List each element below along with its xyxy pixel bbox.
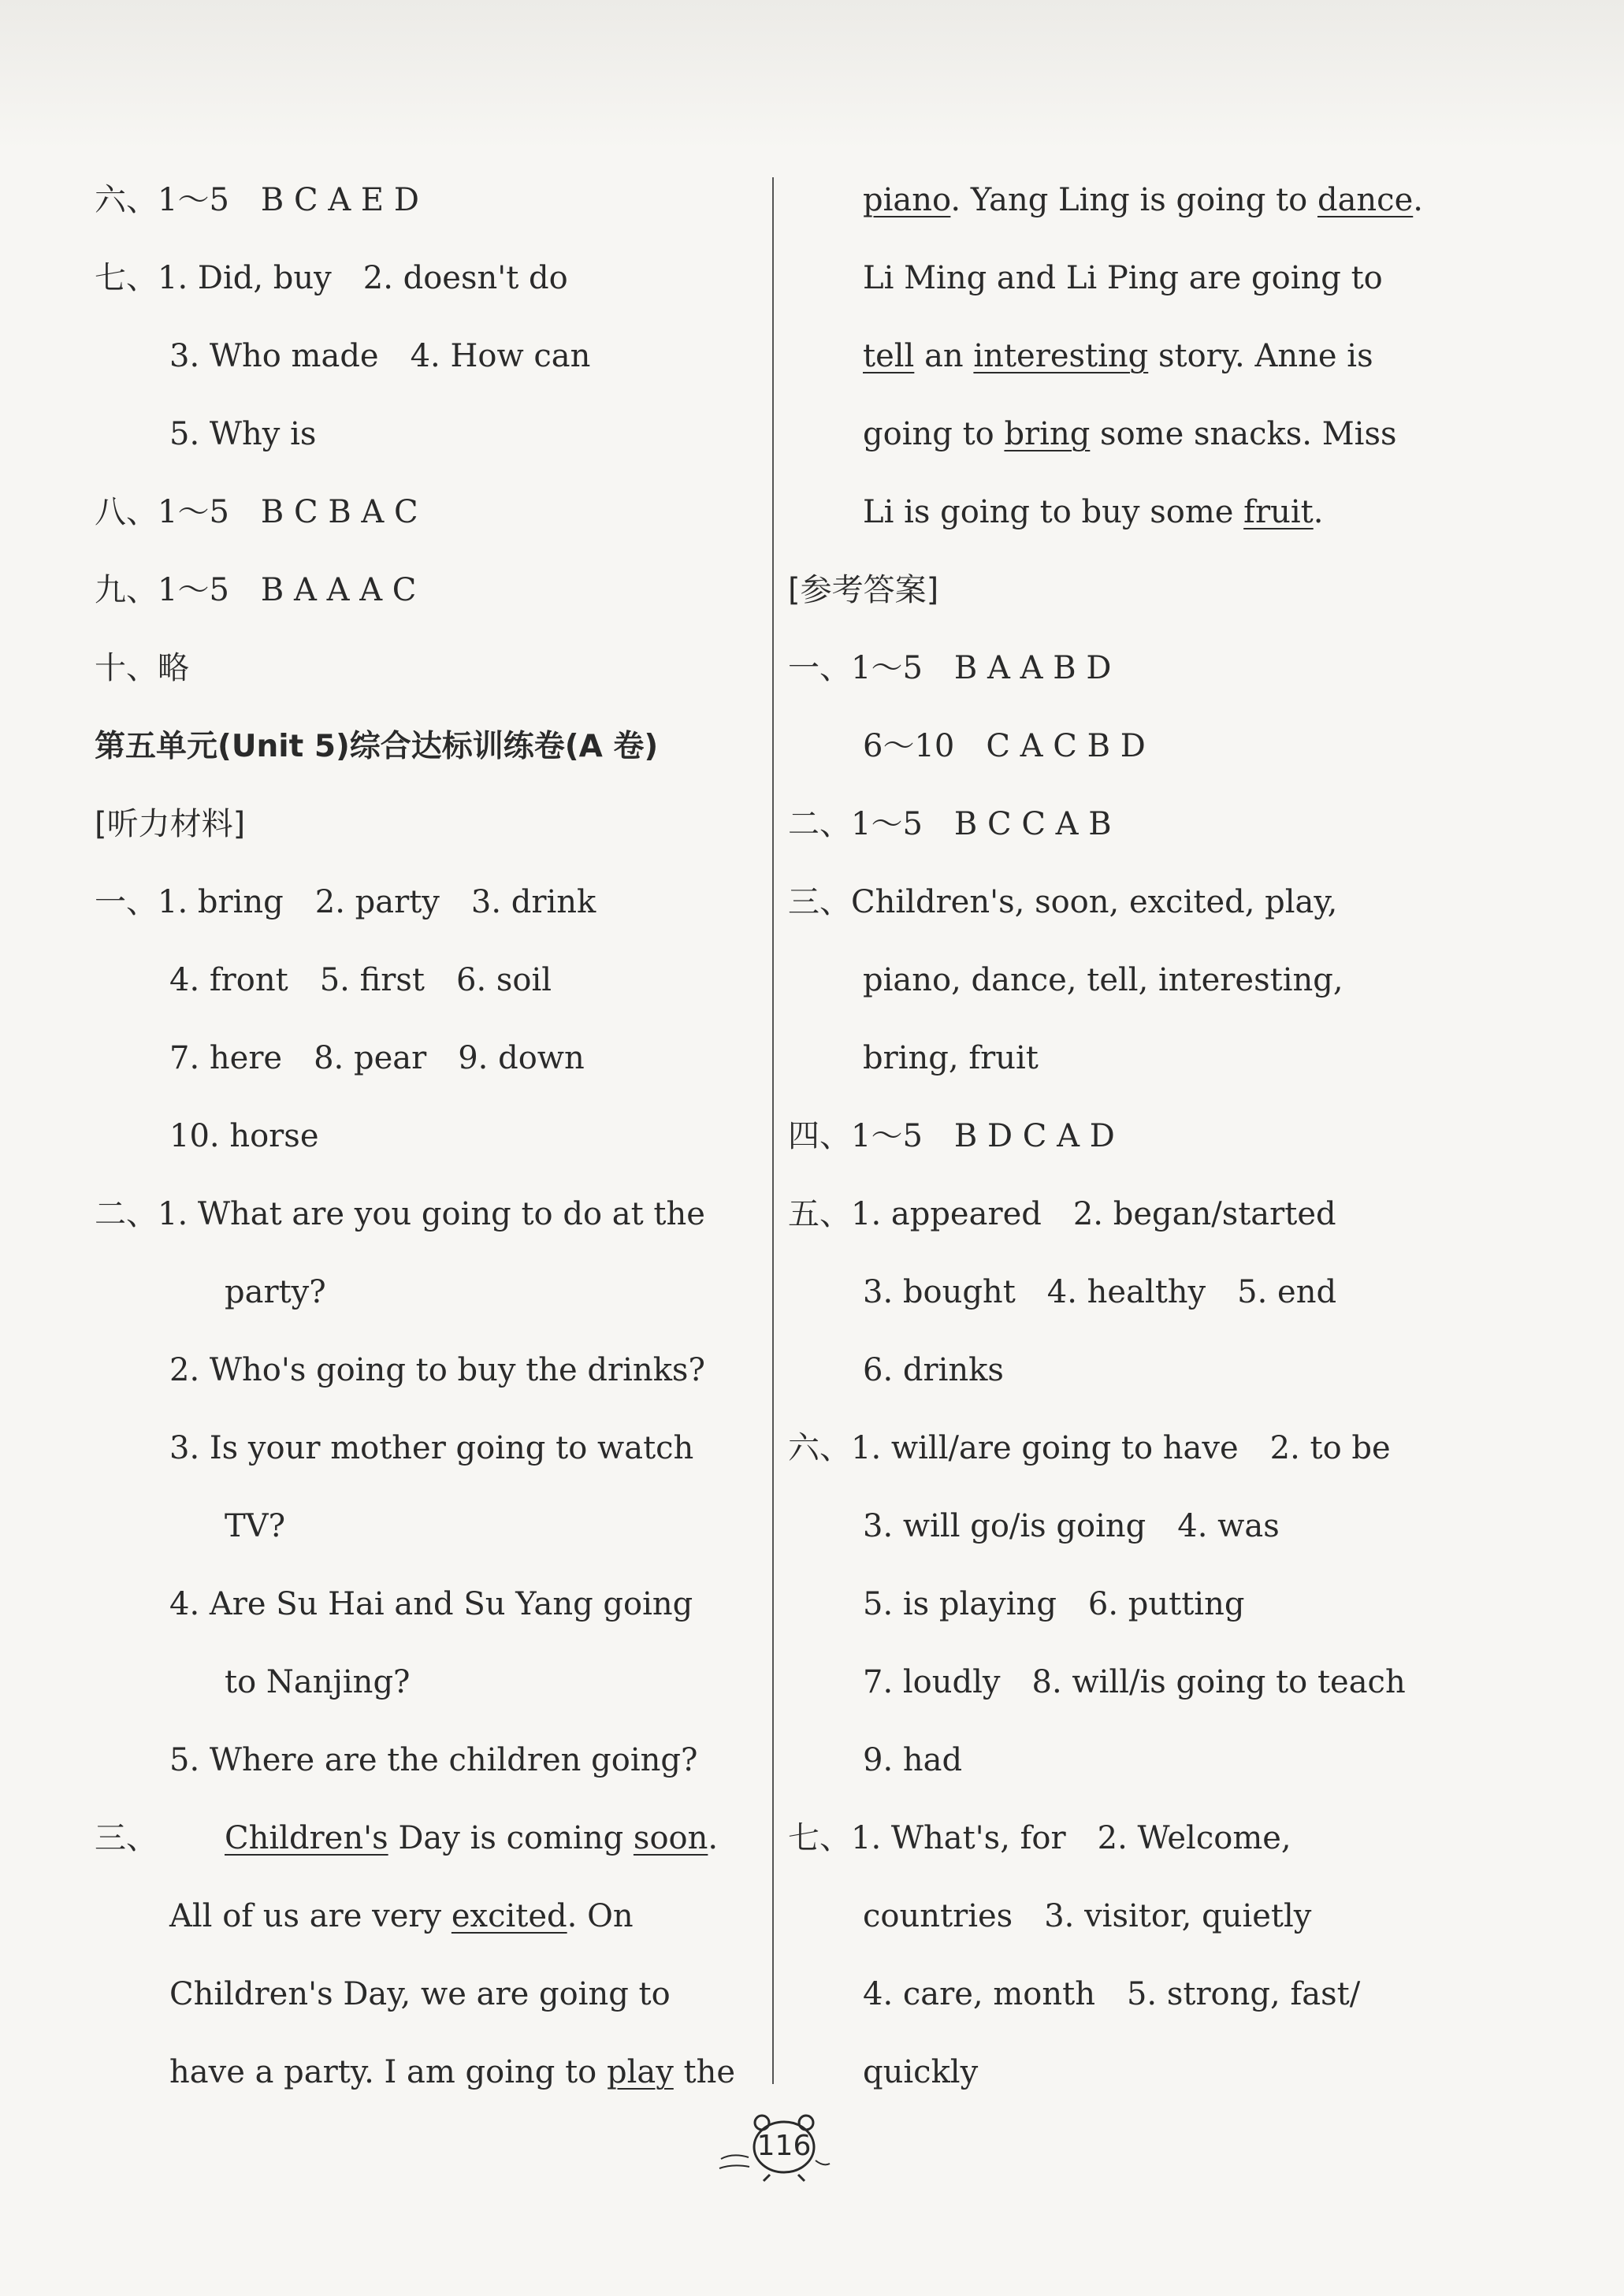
unit-5-title: 第五单元(Unit 5)综合达标训练卷(A 卷)	[95, 729, 659, 764]
answer-6-line-3: 5. is playing 6. putting	[863, 1586, 1245, 1622]
page-top-shading	[0, 0, 1624, 150]
listening-2-line-7: to Nanjing?	[225, 1664, 411, 1700]
underlined-word: soon	[633, 1820, 708, 1856]
answer-6-line-4: 7. loudly 8. will/is going to teach	[863, 1664, 1406, 1700]
passage-text: . On	[567, 1898, 634, 1934]
passage-text: Day is coming	[398, 1820, 624, 1856]
passage-text: the	[683, 2054, 736, 2090]
answer-1-line-2: 6～10 C A C B D	[863, 728, 1146, 764]
answer-6-line-5: 9. had	[863, 1742, 963, 1778]
underlined-word: fruit	[1243, 494, 1314, 530]
column-divider	[772, 177, 774, 2084]
section-9-answers: 九、1～5 B A A A C	[95, 572, 417, 608]
listening-2-line-4: 3. Is your mother going to watch	[169, 1430, 694, 1466]
passage-text: . Yang Ling is going to	[950, 182, 1308, 218]
answer-3-line-2: piano, dance, tell, interesting,	[863, 962, 1343, 998]
listening-2-line-5: TV?	[225, 1508, 286, 1544]
passage-text: going to	[863, 416, 994, 452]
answer-7-line-4: quickly	[863, 2054, 979, 2090]
passage-line-5	[788, 162, 1446, 240]
passage-text: some snacks. Miss	[1100, 416, 1397, 452]
underlined-word: excited	[451, 1898, 567, 1934]
reference-answer-header: [参考答案]	[788, 572, 939, 608]
page-number-badge	[713, 2112, 831, 2183]
passage-text: have a party. I am going to	[169, 2054, 597, 2090]
passage-text: All of us are very	[169, 1898, 442, 1934]
section-6-answers: 六、1～5 B C A E D	[95, 182, 419, 218]
listening-3-line-3: Children's Day, we are going to	[169, 1976, 671, 2012]
answer-6-line-1: 六、1. will/are going to have 2. to be	[788, 1430, 1391, 1466]
passage-text: .	[1313, 494, 1324, 530]
listening-2-line-1: 二、1. What are you going to do at the	[95, 1196, 705, 1232]
section-8-answers: 八、1～5 B C B A C	[95, 494, 418, 530]
listening-material-header: [听力材料]	[95, 806, 246, 842]
passage-text: an	[924, 338, 964, 374]
listening-2-line-2: party?	[225, 1274, 326, 1310]
answer-5-line-1: 五、1. appeared 2. began/started	[788, 1196, 1336, 1232]
listening-1-line-1: 一、1. bring 2. party 3. drink	[95, 884, 596, 920]
underlined-word: tell	[863, 338, 915, 374]
section-7-line-2: 3. Who made 4. How can	[169, 338, 591, 374]
underlined-word: dance	[1317, 182, 1414, 218]
listening-2-line-6: 4. Are Su Hai and Su Yang going	[169, 1586, 693, 1622]
passage-text: .	[708, 1820, 719, 1856]
passage-text: .	[1413, 182, 1423, 218]
listening-1-line-3: 7. here 8. pear 9. down	[169, 1040, 585, 1076]
section-number: 三、	[95, 1820, 158, 1856]
passage-line-6: Li Ming and Li Ping are going to	[863, 260, 1383, 296]
answer-3-line-3: bring, fruit	[863, 1040, 1039, 1076]
passage-line-8	[788, 396, 1446, 474]
answer-7-line-1: 七、1. What's, for 2. Welcome,	[788, 1820, 1291, 1856]
answer-5-line-3: 6. drinks	[863, 1352, 1004, 1388]
listening-2-line-8: 5. Where are the children going?	[169, 1742, 698, 1778]
underlined-word: piano	[863, 182, 951, 218]
listening-3-line-2	[95, 1878, 760, 1956]
underlined-word: play	[606, 2054, 674, 2090]
section-7-line-1: 七、1. Did, buy 2. doesn't do	[95, 260, 568, 296]
answer-7-line-3: 4. care, month 5. strong, fast/	[863, 1976, 1361, 2012]
answer-2: 二、1～5 B C C A B	[788, 806, 1112, 842]
underlined-word: Children's	[225, 1820, 388, 1856]
section-10-answers: 十、略	[95, 650, 189, 686]
listening-2-line-3: 2. Who's going to buy the drinks?	[169, 1352, 705, 1388]
listening-1-line-4: 10. horse	[169, 1118, 319, 1154]
answer-1-line-1: 一、1～5 B A A B D	[788, 650, 1112, 686]
underlined-word: interesting	[973, 338, 1149, 374]
answer-3-line-1: 三、Children's, soon, excited, play,	[788, 884, 1338, 920]
underlined-word: bring	[1004, 416, 1091, 452]
listening-3-line-4	[95, 2034, 760, 2112]
passage-text: Li is going to buy some	[863, 494, 1234, 530]
left-column	[95, 162, 760, 2112]
answer-6-line-2: 3. will go/is going 4. was	[863, 1508, 1280, 1544]
page-number: 116	[756, 2130, 812, 2162]
answer-4: 四、1～5 B D C A D	[788, 1118, 1115, 1154]
right-column	[788, 162, 1446, 2112]
answer-7-line-2: countries 3. visitor, quietly	[863, 1898, 1312, 1934]
listening-1-line-2: 4. front 5. first 6. soil	[169, 962, 552, 998]
answer-5-line-2: 3. bought 4. healthy 5. end	[863, 1274, 1337, 1310]
passage-line-9	[788, 474, 1446, 552]
passage-line-7	[788, 318, 1446, 396]
passage-text: story. Anne is	[1158, 338, 1373, 374]
listening-3-line-1	[95, 1800, 760, 1878]
section-7-line-3: 5. Why is	[169, 416, 317, 452]
